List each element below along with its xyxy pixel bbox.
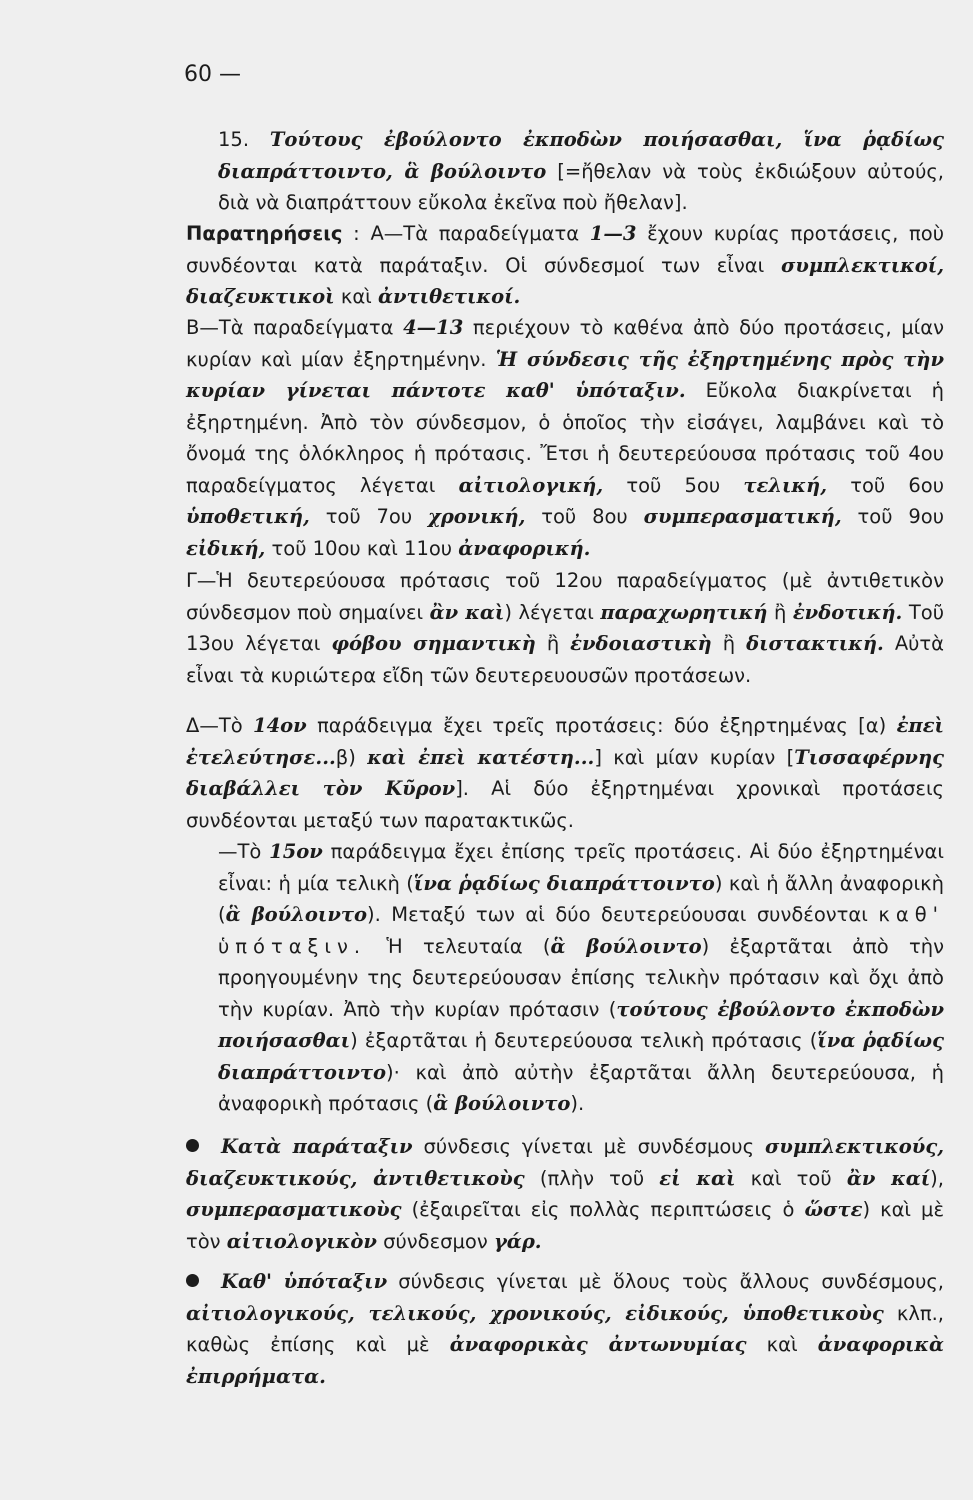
bullet-icon	[186, 1274, 199, 1287]
bullet-hypotaxis: Καθ' ὑπόταξιν σύνδεσις γίνεται μὲ ὅλους τοὺς ἄλλους συνδέσμους, αἰτιολογικούς, τελικούς, χρονικούς, εἰδικούς, ὑποθετικοὺς κλπ., καθὼς ἐπίσης καὶ μὲ ἀναφορικὰς ἀντωνυμίας καὶ ἀναφορικὰ ἐπιρρήματα.	[186, 1270, 945, 1388]
note-e: —Τὸ 15ον παράδειγμα ἔχει ἐπίσης τρεῖς προτάσεις. Αἱ δύο ἐξηρτημέναι εἶναι: ἡ μία τελικὴ (ἵνα ῥᾳδίως διαπράττοιντο) καὶ ἡ ἄλλη ἀναφορικὴ (ἃ βούλοιντο). Μεταξύ των αἱ δύο δευτερεύουσαι συνδέονται καθ' ὑπόταξιν. Ἡ τελευταία (ἃ βούλοιντο) ἐξαρτᾶται ἀπὸ τὴν προηγουμένην της δευτερεύουσαν ἐπίσης τελικὴν πρότασιν καὶ ὄχι ἀπὸ τὴν κυρίαν. Ἀπὸ τὴν κυρίαν πρότασιν (τούτους ἐβούλοντο ἐκποδὼν ποιήσασθαι) ἐξαρτᾶται ἡ δευτερεύουσα τελικὴ πρότασις (ἵνα ῥᾳδίως διαπράττοιντο)· καὶ ἀπὸ αὐτὴν ἐξαρτᾶται ἄλλη δευτερεύουσα, ἡ ἀναφορικὴ πρότασις (ἃ βούλοιντο).	[218, 840, 945, 1115]
note-b: Β—Τὰ παραδείγματα 4—13 περιέχουν τὸ καθένα ἀπὸ δύο προτάσεις, μίαν κυρίαν καὶ μίαν ἐξηρτημένην. Ἡ σύνδεσις τῆς ἐξηρτημένης πρὸς τὴν κυρίαν γίνεται πάντοτε καθ' ὑπόταξιν. Εὔκολα διακρίνεται ἡ ἐξηρτημένη. Ἀπὸ τὸν σύνδεσμον, ὁ ὁποῖος τὴν εἰσάγει, λαμβάνει καὶ τὸ ὄνομά της ὁλόκληρος ἡ πρότασις. Ἔτσι ἡ δευτερεύουσα πρότασις τοῦ 4ου παραδείγματος λέγεται αἰτιολογική, τοῦ 5ου τελική, τοῦ 6ου ὑποθετική, τοῦ 7ου χρονική, τοῦ 8ου συμπερασματική, τοῦ 9ου εἰδική, τοῦ 10ου καὶ 11ου ἀναφορική.	[186, 316, 945, 560]
example-15	[218, 124, 944, 219]
note-d: Δ—Τὸ 14ον παράδειγμα ἔχει τρεῖς προτάσεις: δύο ἐξηρτημένας [α) ἐπεὶ ἐτελεύτησε...β) καὶ ἐπεὶ κατέστη...] καὶ μίαν κυρίαν [Τισσαφέρνης διαβάλλει τὸν Κῦρον]. Αἱ δύο ἐξηρτημέναι χρονικαὶ προτάσεις συνδέονται μεταξύ των παρατακτικῶς.	[186, 714, 945, 832]
notes-label: Παρατηρήσεις	[186, 222, 343, 245]
bullet-icon	[186, 1139, 199, 1152]
note-g: Γ—Ἡ δευτερεύουσα πρότασις τοῦ 12ου παραδείγματος (μὲ ἀντιθετικὸν σύνδεσμον ποὺ σημαίνει ἂν καὶ) λέγεται παραχωρητική ἢ ἐνδοτική. Τοῦ 13ου λέγεται φόβου σημαντικὴ ἢ ἐνδοιαστικὴ ἢ διστακτική. Αὐτὰ εἶναι τὰ κυριώτερα εἴδη τῶν δευτερευουσῶν προτάσεων.	[186, 569, 945, 687]
page-number: 60 —	[184, 62, 241, 87]
translation: [=ἤθελαν νὰ τοὺς ἐκδιώξουν αὐτούς, διὰ νὰ διαπράττουν εὔκολα ἐκεῖνα ποὺ ἤθελαν].	[218, 159, 945, 214]
greek-quote: Τούτους ἐβούλοντο ἐκποδὼν ποιήσασθαι, ἵνα ῥᾳδίως διαπράττοιντο, ἃ βούλοιντο	[218, 128, 944, 183]
note-a: Παρατηρήσεις : Α—Τὰ παραδείγματα 1—3 ἔχουν κυρίας προτάσεις, ποὺ συνδέονται κατὰ παράταξιν. Οἱ σύνδεσμοί των εἶναι συμπλεκτικοί, διαζευκτικοὶ καὶ ἀντιθετικοί.	[186, 222, 944, 308]
bullet-parataxis: Κατὰ παράταξιν σύνδεσις γίνεται μὲ συνδέσμους συμπλεκτικούς, διαζευκτικούς, ἀντιθετικοὺς (πλὴν τοῦ εἰ καὶ καὶ τοῦ ἂν καί), συμπερασματικοὺς (ἐξαιρεῖται εἰς πολλὰς περιπτώσεις ὁ ὥστε) καὶ μὲ τὸν αἰτιολογικὸν σύνδεσμον γάρ.	[186, 1135, 945, 1253]
example-number: 15.	[218, 128, 250, 151]
